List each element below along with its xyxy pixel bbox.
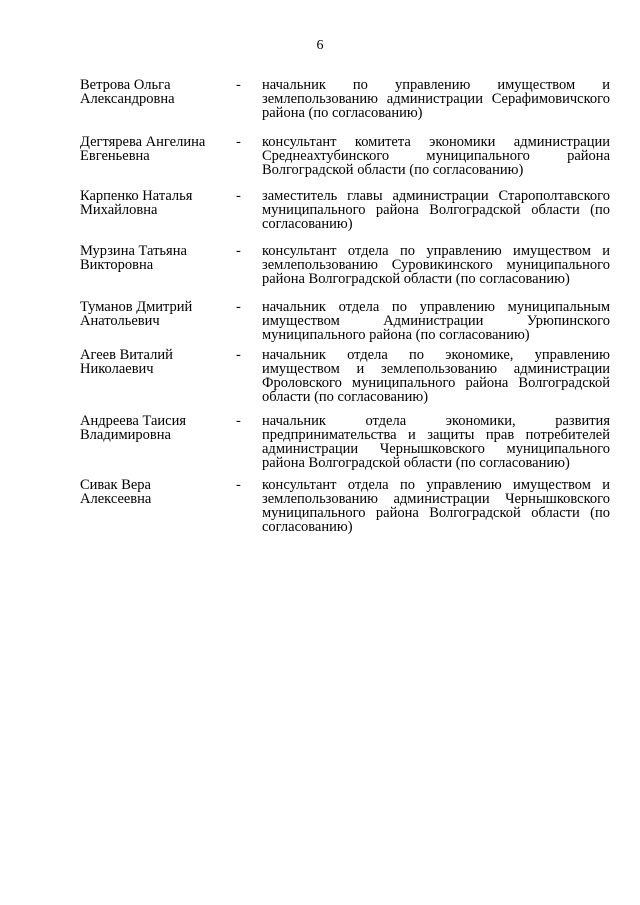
patronymic: Владимировна — [80, 427, 171, 443]
position-description: начальник отдела по экономике, управлению имуществом и землепользованию администрации Фроловского муниципального района Волгоградской области (по согласованию) — [262, 347, 610, 405]
surname-first-name: Ветрова Ольга — [80, 77, 171, 93]
position-description: консультант отдела по управлению имуществом и землепользованию Суровикинского муниципального района Волгоградской области (по согласованию) — [262, 243, 610, 287]
surname-first-name: Дегтярева Ангелина — [80, 134, 206, 150]
list-item — [0, 135, 640, 189]
member-list — [0, 78, 640, 538]
dash-separator: - — [236, 477, 241, 493]
list-item — [0, 78, 640, 135]
list-item — [0, 348, 640, 414]
patronymic: Анатольевич — [80, 313, 160, 329]
dash-separator: - — [236, 413, 241, 429]
surname-first-name: Агеев Виталий — [80, 347, 173, 363]
position-description: консультант отдела по управлению имуществом и землепользованию администрации Чернышковского муниципального района Волгоградской области (по согласованию) — [262, 477, 610, 535]
surname-first-name: Сивак Вера — [80, 477, 151, 493]
surname-first-name: Андреева Таисия — [80, 413, 187, 429]
patronymic: Викторовна — [80, 257, 154, 273]
dash-separator: - — [236, 134, 241, 150]
list-item — [0, 478, 640, 538]
person-name — [80, 189, 230, 217]
person-name — [80, 78, 230, 106]
dash-separator: - — [236, 77, 241, 93]
person-name — [80, 300, 230, 328]
surname-first-name: Карпенко Наталья — [80, 188, 193, 204]
position-description: заместитель главы администрации Старополтавского муниципального района Волгоградской области (по согласованию) — [262, 188, 610, 232]
dash-separator: - — [236, 299, 241, 315]
position-description: консультант комитета экономики администрации Среднеахтубинского муниципального района Волгоградской области (по согласованию) — [262, 134, 610, 178]
list-item — [0, 244, 640, 300]
list-item — [0, 414, 640, 478]
dash-separator: - — [236, 188, 241, 204]
person-name — [80, 348, 230, 376]
patronymic: Алексеевна — [80, 491, 152, 507]
position-description: начальник отдела экономики, развития предпринимательства и защиты прав потребителей администрации Чернышковского муниципального района Волгоградской области (по согласованию) — [262, 413, 610, 471]
patronymic: Александровна — [80, 91, 175, 107]
patronymic: Николаевич — [80, 361, 154, 377]
page-number: 6 — [316, 38, 324, 53]
dash-separator: - — [236, 243, 241, 259]
surname-first-name: Туманов Дмитрий — [80, 299, 193, 315]
dash-separator: - — [236, 347, 241, 363]
person-name — [80, 244, 230, 272]
list-item — [0, 189, 640, 244]
patronymic: Евгеньевна — [80, 148, 150, 164]
person-name — [80, 478, 230, 506]
position-description: начальник по управлению имуществом и землепользованию администрации Серафимовичского района (по согласованию) — [262, 77, 610, 121]
surname-first-name: Мурзина Татьяна — [80, 243, 187, 259]
list-item — [0, 300, 640, 348]
person-name — [80, 414, 230, 442]
person-name — [80, 135, 230, 163]
patronymic: Михайловна — [80, 202, 158, 218]
position-description: начальник отдела по управлению муниципальным имуществом Администрации Урюпинского муниципального района (по согласованию) — [262, 299, 610, 343]
